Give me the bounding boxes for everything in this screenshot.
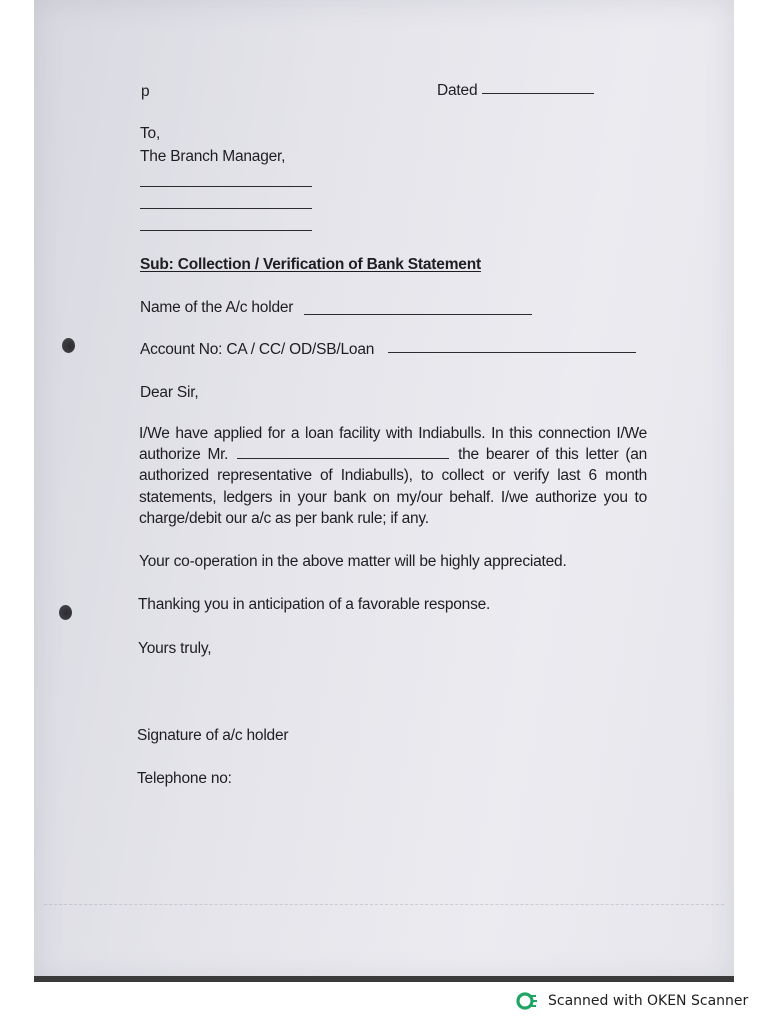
account-number-label: Account No: CA / CC/ OD/SB/Loan: [140, 341, 375, 358]
telephone-label: Telephone no:: [137, 770, 232, 787]
address-blank-line-1: [140, 186, 312, 187]
closing: Yours truly,: [138, 640, 212, 657]
body-intro: I/We have applied for a loan facility with Indiabulls. In this connection I/We authorize Mr.: [139, 425, 647, 464]
date-blank-line: [482, 93, 594, 94]
header-mark: p: [141, 83, 150, 100]
scanner-credit: Scanned with OKEN Scanner: [548, 993, 749, 1009]
oken-scanner-logo-icon: [516, 990, 538, 1012]
body-rest: the bearer of this letter (an authorized representative of Indiabulls), to collect or verify last 6 month statements, ledgers in your bank on my/our behalf. I/we authorize you to charge/debit our a/c as per bank rule; if any.: [139, 446, 647, 527]
subject-line: Sub: Collection / Verification of Bank Statement: [140, 256, 481, 273]
salutation: Dear Sir,: [140, 384, 199, 401]
signature-label: Signature of a/c holder: [137, 727, 289, 744]
account-holder-blank-line: [304, 314, 532, 315]
scanner-footer: [516, 990, 748, 1012]
account-holder-label: Name of the A/c holder: [140, 299, 294, 316]
addressee: The Branch Manager,: [140, 148, 286, 165]
address-blank-line-2: [140, 208, 312, 209]
to-label: To,: [140, 125, 161, 142]
bearer-name-blank-line: [237, 444, 449, 459]
account-number-blank-line: [388, 352, 636, 353]
dated-label: Dated: [437, 82, 478, 99]
body-paragraph: [139, 423, 647, 529]
address-blank-line-3: [140, 230, 312, 231]
paper-fold-line: [44, 904, 724, 906]
thanking-line: Thanking you in anticipation of a favorable response.: [138, 596, 491, 613]
cooperation-line: Your co-operation in the above matter will be highly appreciated.: [139, 553, 567, 570]
punch-hole-upper: [62, 338, 75, 353]
punch-hole-lower: [59, 605, 72, 620]
